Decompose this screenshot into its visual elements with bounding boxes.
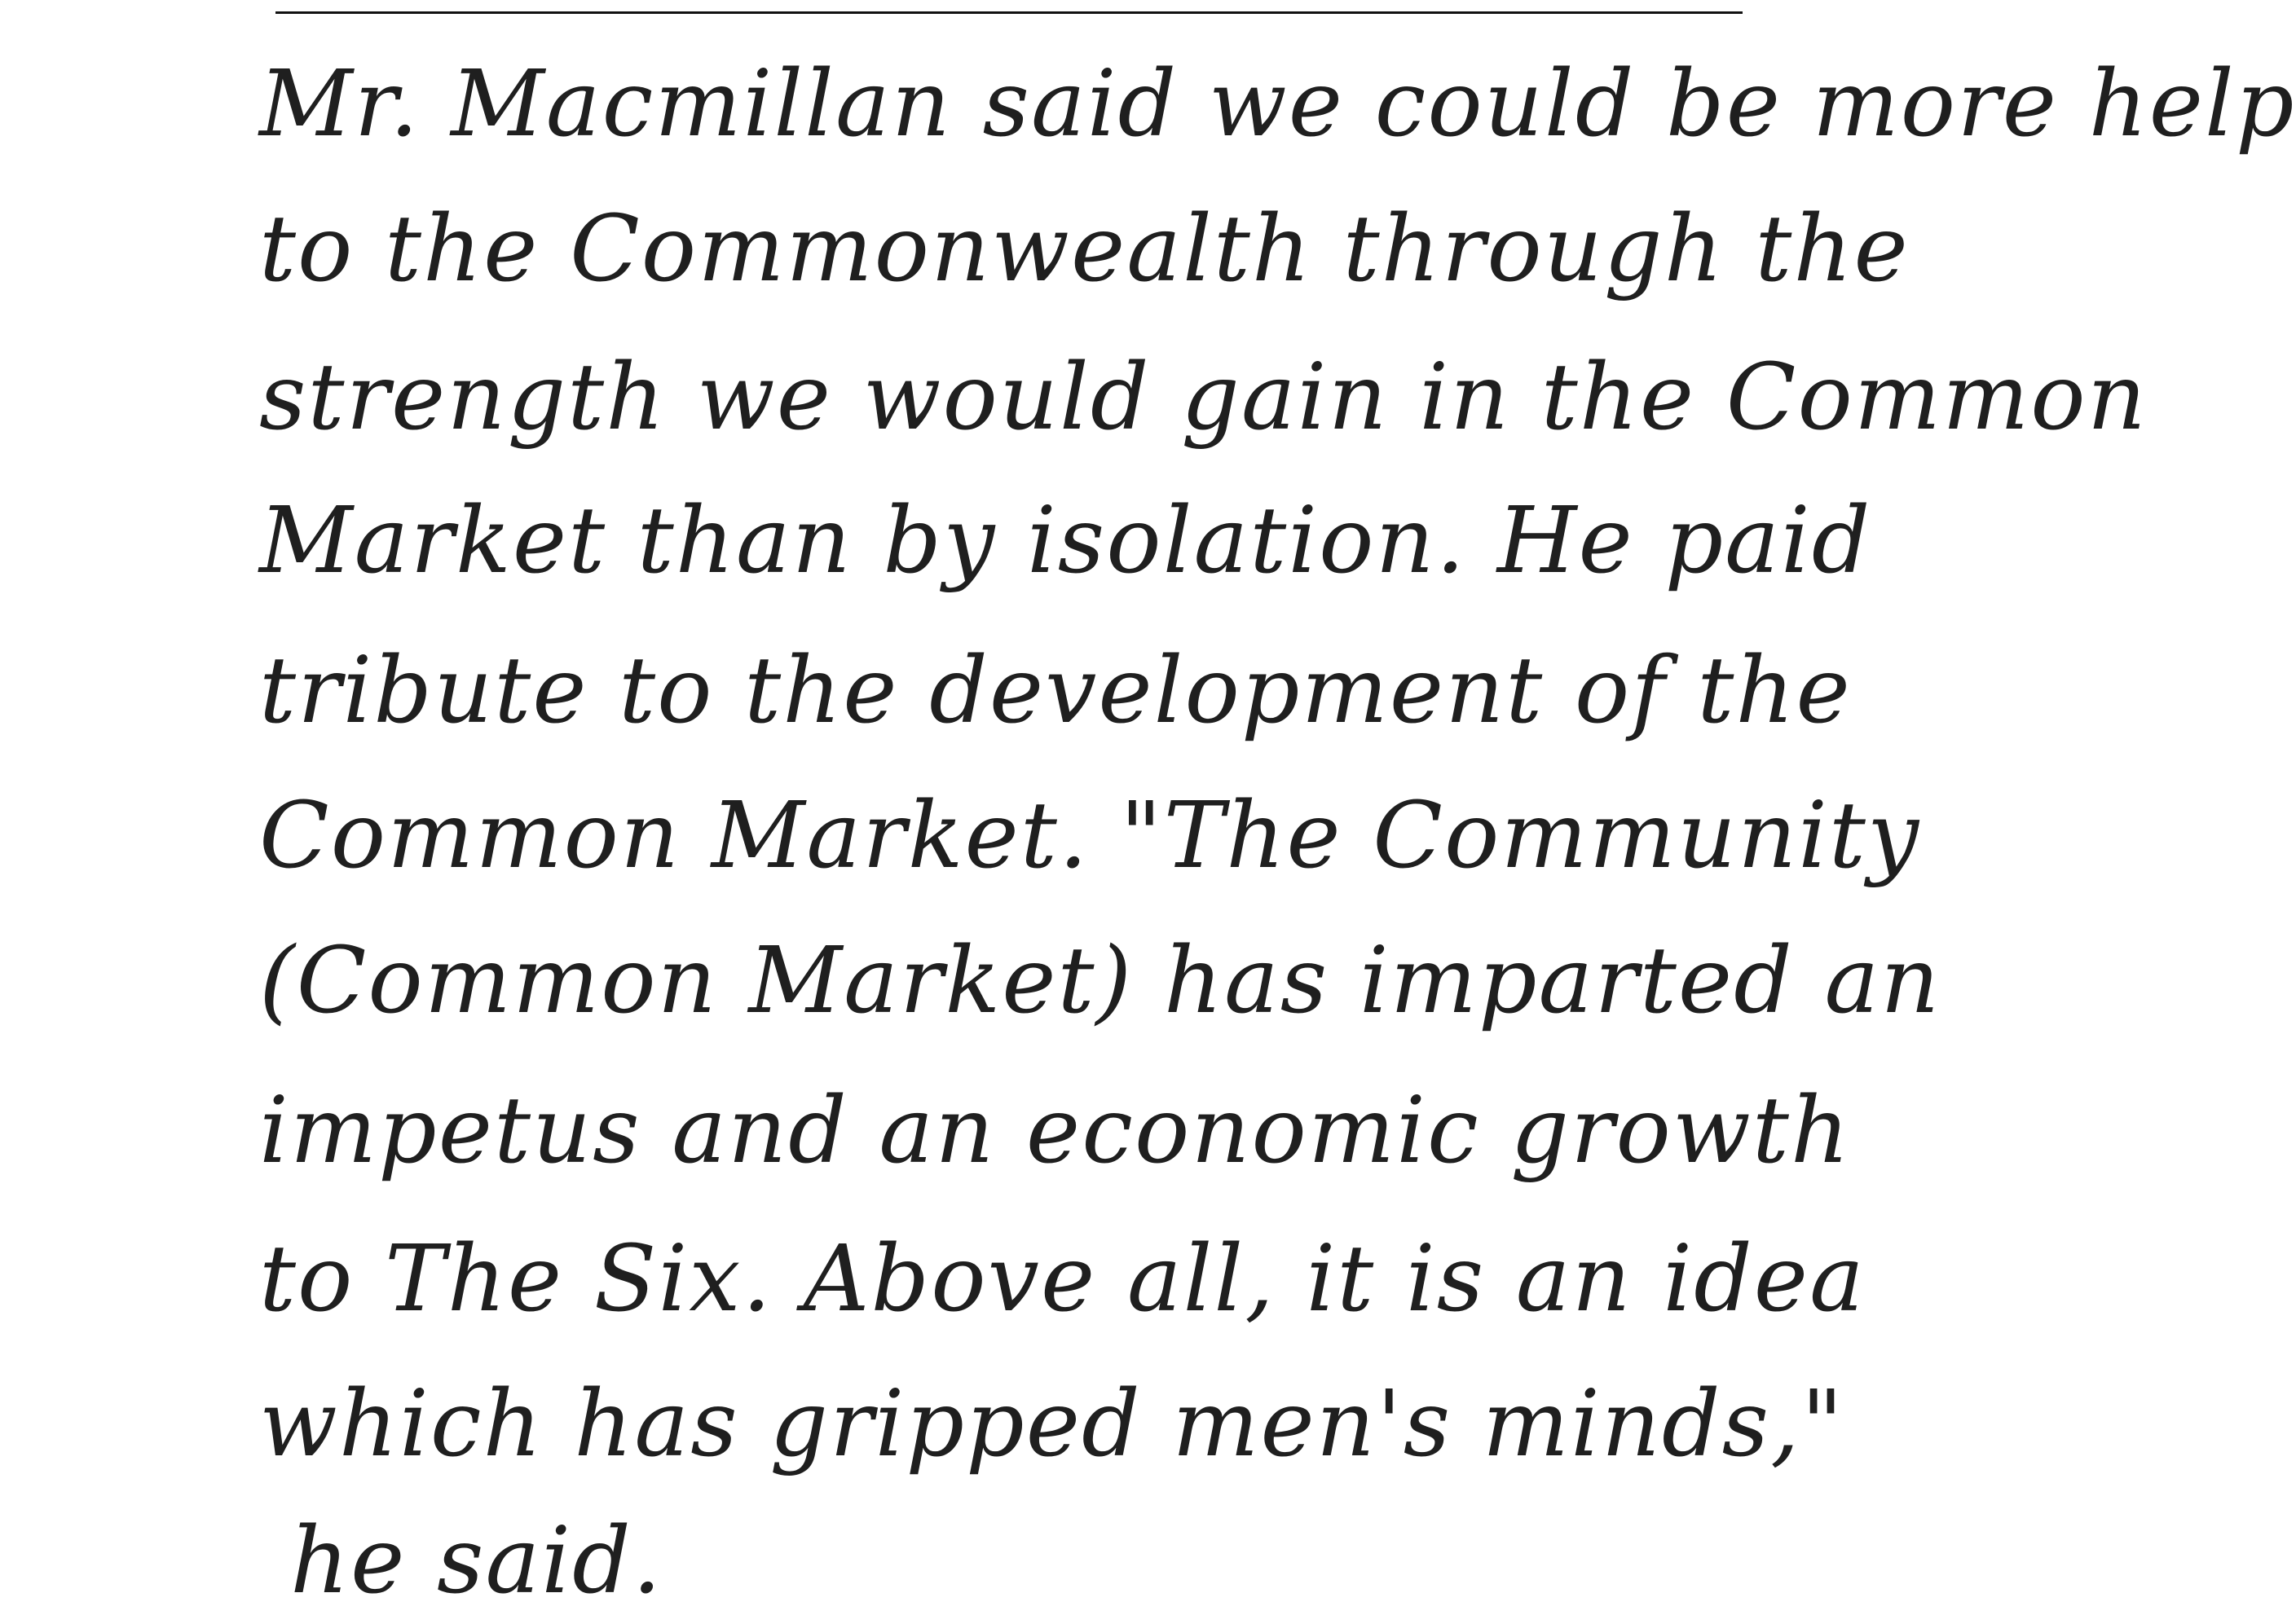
- text-line-4: Market than by isolation. He paid: [259, 488, 1872, 594]
- top-divider-line: [275, 11, 1743, 14]
- text-line-8: impetus and an economic growth: [259, 1078, 1851, 1184]
- text-line-6: Common Market. "The Community: [259, 783, 1921, 889]
- text-line-2: to the Commonwealth through the: [259, 196, 1910, 302]
- text-line-5: tribute to the development of the: [259, 638, 1852, 744]
- text-line-11: he said.: [290, 1508, 663, 1614]
- text-line-1: Mr. Macmillan said we could be more help: [259, 51, 2296, 157]
- text-line-3: strength we would gain in the Common: [259, 345, 2148, 451]
- text-line-10: which has gripped men's minds,": [259, 1371, 1845, 1477]
- text-line-9: to The Six. Above all, it is an idea: [259, 1226, 1866, 1332]
- text-line-7: (Common Market) has imparted an: [259, 928, 1941, 1034]
